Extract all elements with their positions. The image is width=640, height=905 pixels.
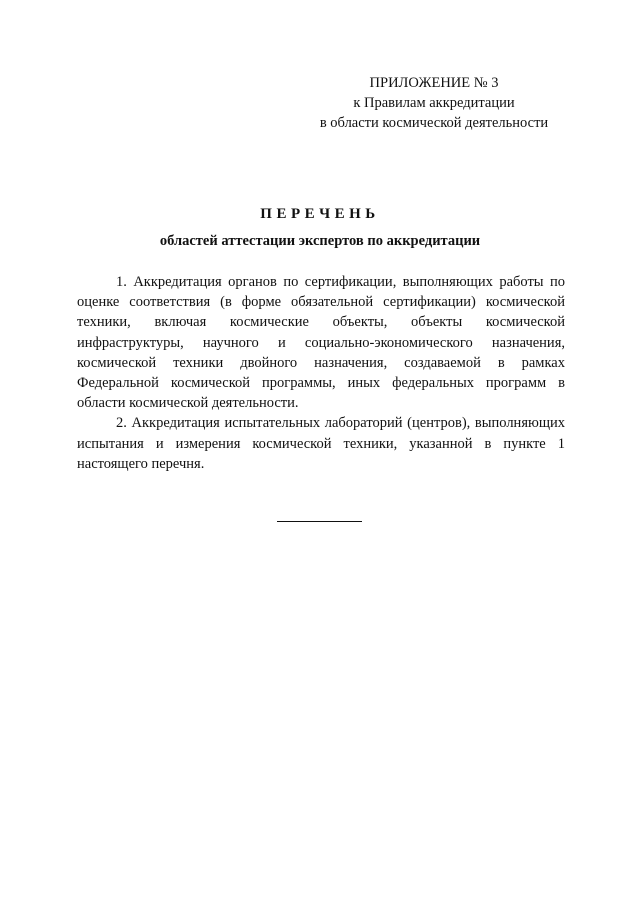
appendix-header <box>300 73 568 133</box>
document-subtitle: областей аттестации экспертов по аккредитации <box>159 233 481 249</box>
appendix-reference: к Правилам аккредитации <box>353 95 515 111</box>
document-body <box>77 272 565 474</box>
list-item: 2. Аккредитация испытательных лабораторий (центров), выполняющих испытания и измерения космической техники, указанной в пункте 1 настоящего перечня. <box>77 415 565 472</box>
document-title: ПЕРЕЧЕНЬ <box>260 206 380 222</box>
list-item: 1. Аккредитация органов по сертификации, выполняющих работы по оценке соответствия (в форме обязательной сертификации) космической техники, включая космические объекты, объекты космической инфраструктуры, научного и социально-экономического назначения, космической техники двойного назначения, создаваемой в рамках Федеральной космической программы, иных федеральных программ в области космической деятельности. <box>77 274 565 412</box>
appendix-number: ПРИЛОЖЕНИЕ № 3 <box>369 75 499 91</box>
appendix-scope: в области космической деятельности <box>319 115 549 131</box>
closing-divider <box>277 521 362 522</box>
